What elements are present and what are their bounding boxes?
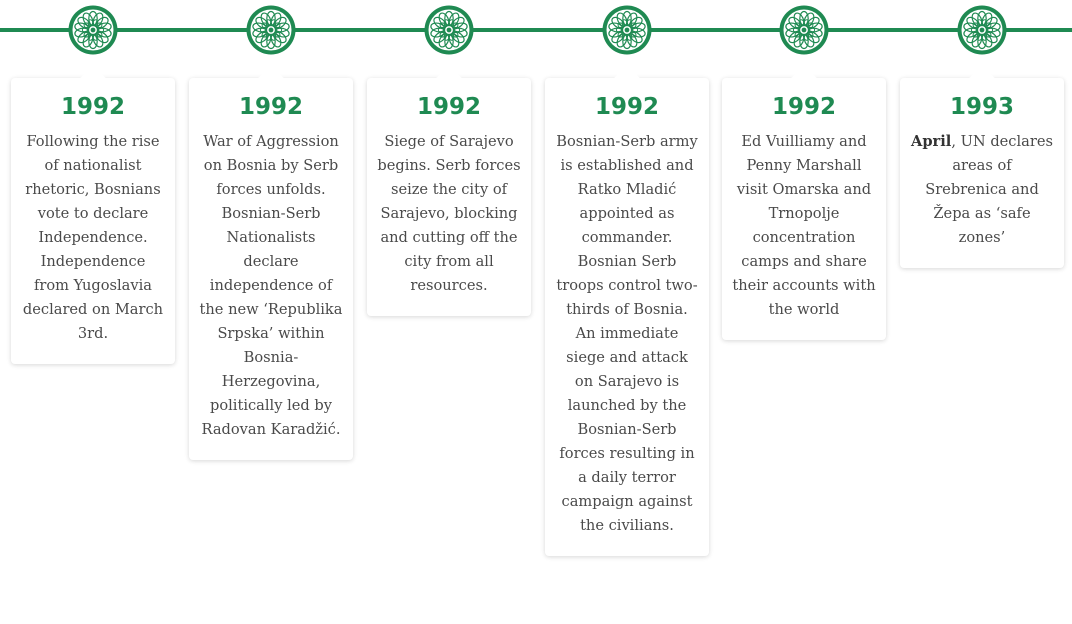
event-card (367, 78, 531, 316)
event-card (722, 78, 886, 340)
event-description: April, UN declares areas of Srebrenica and Žepa as ‘safe zones’ (911, 133, 1053, 246)
event-card (900, 78, 1064, 268)
event-description: Following the rise of nationalist rhetoric, Bosnians vote to declare Independence. Independence from Yugoslavia declared on March 3rd. (22, 133, 164, 342)
flower-ornament-icon (957, 5, 1007, 55)
event-description: Ed Vuilliamy and Penny Marshall visit Omarska and Trnopolje concentration camps and share their accounts with the world (732, 133, 876, 318)
event-year: 1992 (238, 94, 303, 120)
event-card (545, 78, 709, 556)
flower-ornament-icon (68, 5, 118, 55)
event-year: 1992 (771, 94, 836, 120)
flower-ornament-icon (424, 5, 474, 55)
event-year: 1992 (594, 94, 659, 120)
event-card (11, 78, 175, 364)
flower-ornament-icon (246, 5, 296, 55)
event-card (189, 78, 353, 460)
event-month: April (911, 133, 952, 150)
flower-ornament-icon (779, 5, 829, 55)
event-description: Bosnian-Serb army is established and Ratko Mladić appointed as commander. Bosnian Serb troops control two-thirds of Bosnia. An immediate siege and attack on Sarajevo is launched by the Bosnian-Serb forces resulting in a daily terror campaign against the civilians. (556, 133, 698, 534)
event-year: 1993 (949, 94, 1014, 120)
event-description: Siege of Sarajevo begins. Serb forces seize the city of Sarajevo, blocking and cutting off the city from all resources. (377, 133, 521, 294)
event-description: War of Aggression on Bosnia by Serb forces unfolds. Bosnian-Serb Nationalists declare independence of the new ‘Republika Srpska’ within Bosnia-Herzegovina, politically led by Radovan Karadžić. (199, 133, 343, 438)
timeline-line (0, 28, 1072, 32)
event-year: 1992 (416, 94, 481, 120)
event-year: 1992 (60, 94, 125, 120)
flower-ornament-icon (602, 5, 652, 55)
